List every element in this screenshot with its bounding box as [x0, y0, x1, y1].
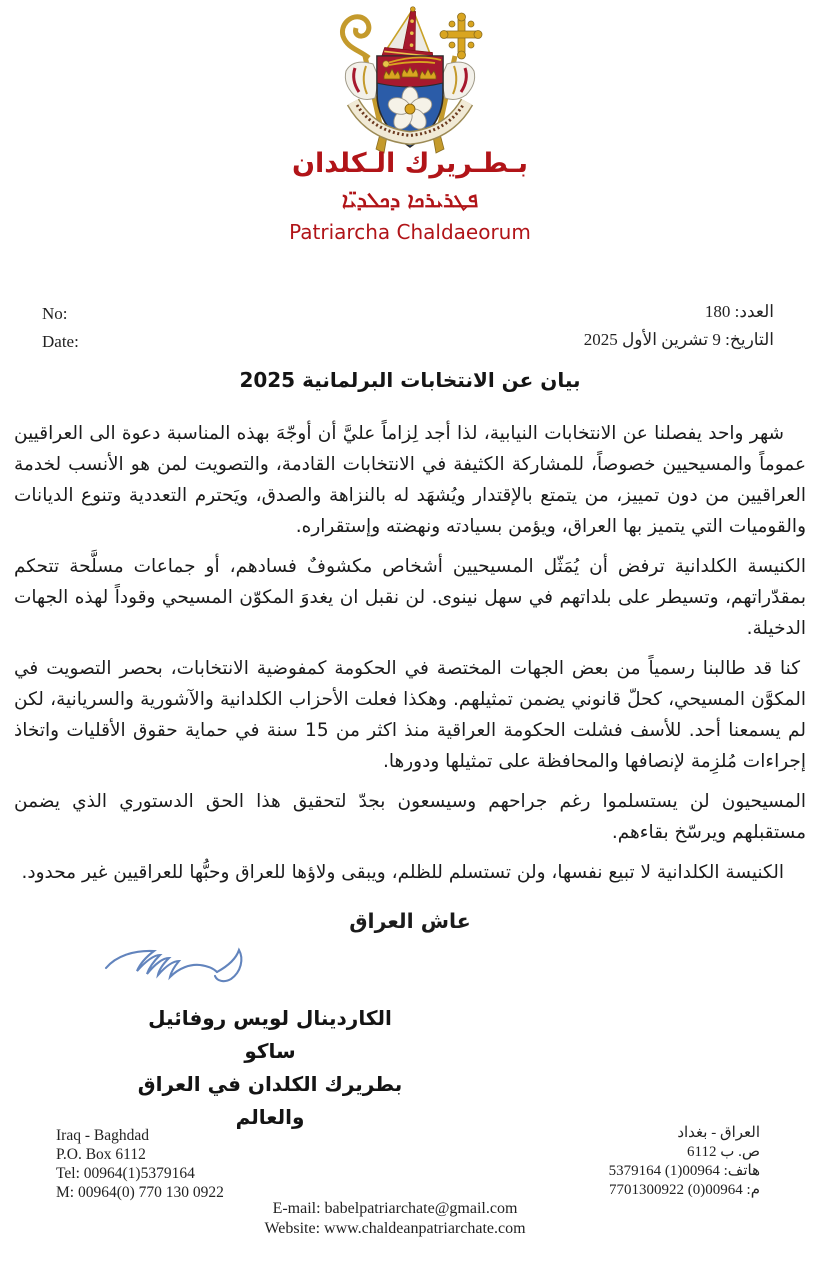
letter-body — [14, 418, 806, 937]
footer-address-en — [56, 1126, 224, 1202]
address-pobox-ar: ص. ب 6112 — [687, 1144, 760, 1160]
meta-left-block — [42, 300, 79, 356]
lappet-left-icon — [345, 62, 379, 99]
address-country-en: Iraq - Baghdad — [56, 1127, 149, 1144]
date-label: Date: — [42, 332, 79, 351]
signatory-title: بطريرك الكلدان في العراق والعالم — [137, 1072, 403, 1129]
signatory-block — [120, 1002, 420, 1134]
mitre-icon — [382, 6, 439, 62]
address-tel-en: Tel: 00964(1)5379164 — [56, 1165, 195, 1182]
address-mobile-en: M: 00964(0) 770 130 0922 — [56, 1184, 224, 1201]
footer-contact — [0, 1199, 790, 1239]
letter-date: التاريخ: 9 تشرين الأول 2025 — [583, 330, 774, 349]
email-line: E-mail: babelpatriarchate@gmail.com — [272, 1200, 518, 1217]
signatory-name: الكاردينال لويس روفائيل ساكو — [148, 1006, 392, 1063]
footer-address-ar — [609, 1124, 760, 1200]
lappet-right-icon — [441, 62, 475, 99]
paragraph-3: كنا قد طالبنا رسمياً من بعض الجهات المختصة في الحكومة كمفوضية الانتخابات، بحصر التصويت في المكوَّن المسيحي، كحلّ قانوني يضمن تمثيلهم. وهكذا فعلت الأحزاب الكلدانية والآشورية والسريانية، لكن لم يسمعنا أحد. للأسف فشلت الحكومة العراقية منذ اكثر من 15 سنة في حماية حقوق الأقليات واتخاذ إجراءات مُلزِمة لإنصافها والمحافظة على تمثيلها ودورها. — [14, 658, 806, 772]
address-pobox-en: P.O. Box 6112 — [56, 1146, 146, 1163]
paragraph-2: الكنيسة الكلدانية ترفض أن يُمَثّل المسيحيين أشخاص مكشوفٌ فسادهم، أو جماعات مسلَّحة تتحكم بمقدّراتهم، وتسيطر على بلداتهم في سهل نينوى. لن نقبل ان يغدوَ المكوّن المسيحي وقوداً لهذه الجهات الدخيلة. — [14, 556, 806, 639]
signature-image — [100, 938, 250, 993]
signature-container — [100, 938, 250, 997]
patriarchate-title-arabic: بـطـريرك الـكلدان — [291, 148, 528, 179]
no-label: No: — [42, 304, 68, 323]
letter-number: العدد: 180 — [704, 302, 774, 321]
address-country-ar: العراق - بغداد — [677, 1125, 760, 1141]
patriarchate-title-syriac: ܦܛܪܝܪܟܐ ܕܟܠܕܝ̈ܐ — [341, 188, 479, 212]
paragraph-5: الكنيسة الكلدانية لا تبيع نفسها، ولن تستسلم للظلم، ويبقى ولاؤها للعراق وحبُّها للعراقيين غير محدود. — [21, 862, 784, 883]
website-line: Website: www.chaldeanpatriarchate.com — [264, 1220, 526, 1237]
slogan-long-live-iraq: عاش العراق — [349, 909, 471, 933]
address-tel-ar: هاتف: 00964(1) 5379164 — [608, 1163, 760, 1179]
meta-right-block — [584, 298, 774, 354]
patriarchate-title-latin: Patriarcha Chaldaeorum — [289, 220, 531, 244]
paragraph-1: شهر واحد يفصلنا عن الانتخابات النيابية، لذا أجد لِزاماً عليَّ أن أوجّهَ بهذه المناسبة دعوة الى العراقيين عموماً والمسيحيين خصوصاً، للمشاركة الكثيفة في الانتخابات القادمة، والتصويت لمن هو الأنسب لخدمة العراقيين من دون تمييز، من يتمتع بالإقتدار ويُشهَد له بالنزاهة والصدق، ويَحترم التعددية وتنوع الديانات والقوميات التي يتميز بها العراق، ويؤمن بسيادته ونهضته وإستقراره. — [14, 423, 806, 537]
letter-title: بيان عن الانتخابات البرلمانية 2025 — [239, 368, 581, 392]
paragraph-4: المسيحيون لن يستسلموا رغم جراحهم وسيسعون بجدّ لتحقيق هذا الحق الدستوري الذي يضمن مستقبلهم ويرسّخ بقاءهم. — [14, 791, 806, 843]
patriarchate-crest-icon — [324, 6, 496, 156]
crest-container — [0, 6, 820, 160]
address-mobile-ar: م: 00964(0) 7701300922 — [609, 1182, 760, 1198]
